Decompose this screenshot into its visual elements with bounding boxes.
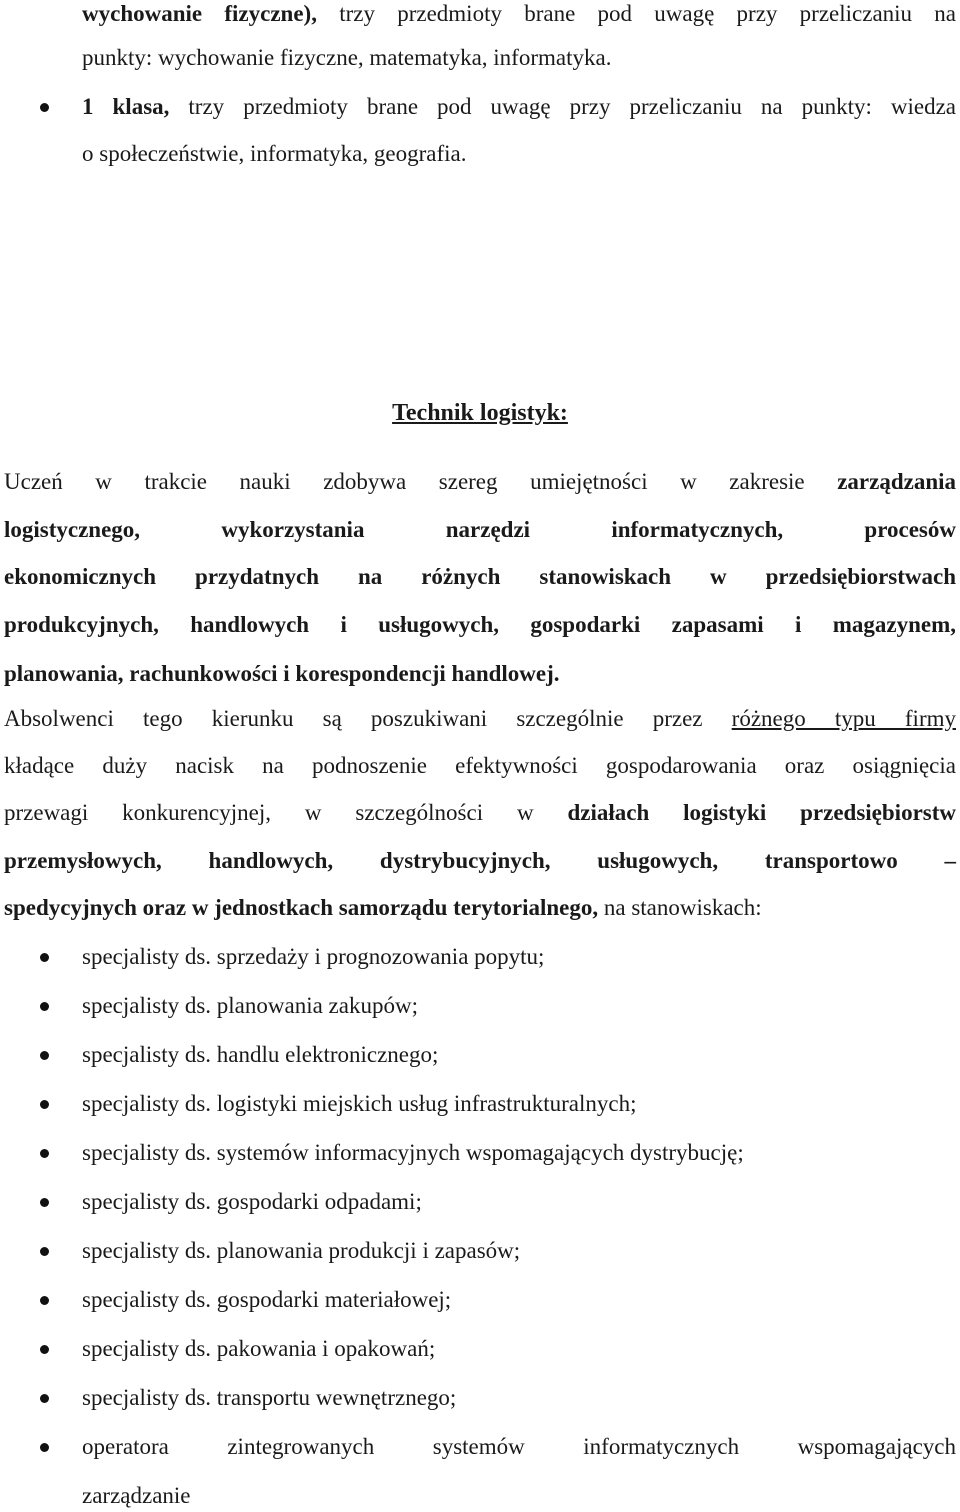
bold-text: zarządzania <box>837 469 956 494</box>
list-item: specjalisty ds. planowania produkcji i zapasów; <box>82 1238 521 1263</box>
bullet-item-line <box>82 140 956 168</box>
list-item: specjalisty ds. sprzedaży i prognozowania popytu; <box>82 944 545 969</box>
bullet-dot <box>40 1149 49 1158</box>
bullet-continuation-line <box>82 44 956 72</box>
list-item-continuation: zarządzanie <box>82 1483 191 1508</box>
list-item: specjalisty ds. planowania zakupów; <box>82 993 418 1018</box>
paragraph-line: przemysłowych, handlowych, dystrybucyjnych, usługowych, transportowo – <box>4 848 956 873</box>
paragraph-line <box>4 894 956 922</box>
list-item: specjalisty ds. systemów informacyjnych wspomagających dystrybucję; <box>82 1140 744 1165</box>
paragraph-line <box>4 799 956 827</box>
underlined-text: różnego typu firmy <box>731 706 956 731</box>
list-item: specjalisty ds. gospodarki materiałowej; <box>82 1287 452 1312</box>
bold-text: wychowanie fizyczne), <box>82 1 317 26</box>
bullet-dot <box>40 1051 49 1060</box>
bullet-continuation-line <box>82 0 956 28</box>
bullet-dot <box>40 103 49 112</box>
bullet-dot <box>40 1247 49 1256</box>
bullet-dot <box>40 1443 49 1452</box>
bold-text: 1 klasa, <box>82 94 170 119</box>
bold-text: działach logistyki przedsiębiorstw <box>567 800 956 825</box>
list-item: specjalisty ds. gospodarki odpadami; <box>82 1189 422 1214</box>
bullet-dot <box>40 1394 49 1403</box>
bullet-dot <box>40 1345 49 1354</box>
paragraph-line: kładące duży nacisk na podnoszenie efektywności gospodarowania oraz osiągnięcia <box>4 753 956 778</box>
body-text: punkty: wychowanie fizyczne, matematyka, informatyka. <box>82 45 612 70</box>
paragraph-line <box>4 468 956 496</box>
paragraph-line: produkcyjnych, handlowych i usługowych, gospodarki zapasami i magazynem, <box>4 612 956 637</box>
body-text: Uczeń w trakcie nauki zdobywa szereg umiejętności w zakresie <box>4 469 838 494</box>
list-item: specjalisty ds. logistyki miejskich usług infrastrukturalnych; <box>82 1091 637 1116</box>
list-item: specjalisty ds. transportu wewnętrznego; <box>82 1385 457 1410</box>
bullet-dot <box>40 1100 49 1109</box>
bold-text: spedycyjnych oraz w jednostkach samorządu terytorialnego, <box>4 895 599 920</box>
body-text: o społeczeństwie, informatyka, geografia. <box>82 141 467 166</box>
body-text: trzy przedmioty brane pod uwagę przy przeliczaniu na <box>316 1 956 26</box>
paragraph-line: ekonomicznych przydatnych na różnych stanowiskach w przedsiębiorstwach <box>4 564 956 589</box>
paragraph-line: planowania, rachunkowości i korespondencji handlowej. <box>4 661 560 686</box>
body-text: trzy przedmioty brane pod uwagę przy przeliczaniu na punkty: wiedza <box>169 94 956 119</box>
bullet-dot <box>40 953 49 962</box>
section-title: Technik logistyk: <box>392 400 568 426</box>
bullet-item-line <box>82 93 956 121</box>
paragraph-line: logistycznego, wykorzystania narzędzi informatycznych, procesów <box>4 517 956 542</box>
list-item: specjalisty ds. pakowania i opakowań; <box>82 1336 436 1361</box>
list-item: specjalisty ds. handlu elektronicznego; <box>82 1042 439 1067</box>
list-item: operatora zintegrowanych systemów informatycznych wspomagających <box>82 1434 956 1459</box>
body-text: na stanowiskach: <box>598 895 762 920</box>
paragraph-line <box>4 705 956 733</box>
body-text: przewagi konkurencyjnej, w szczególności w <box>4 800 568 825</box>
body-text: Absolwenci tego kierunku są poszukiwani szczególnie przez <box>4 706 732 731</box>
bullet-dot <box>40 1198 49 1207</box>
bullet-dot <box>40 1002 49 1011</box>
bullet-dot <box>40 1296 49 1305</box>
